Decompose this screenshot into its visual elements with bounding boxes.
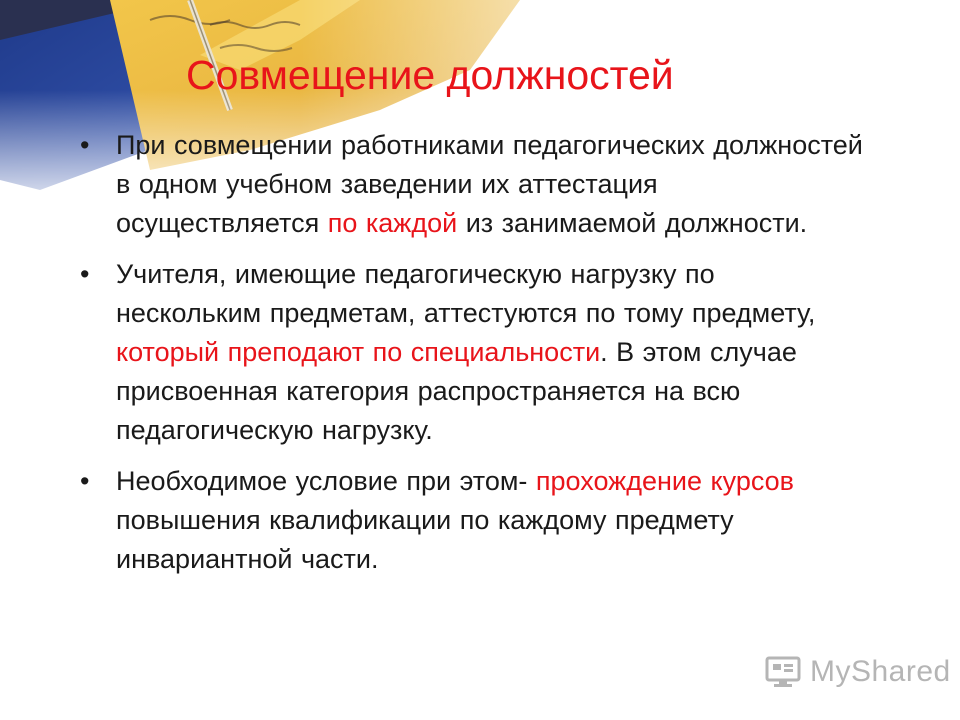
bullet-text: . В этом случае присвоенная категория распространяется на всю педагогическую нагрузку. [116, 337, 797, 445]
watermark-text: MyShared [810, 655, 951, 688]
bullet-text: Учителя, имеющие педагогическую нагрузку по нескольким предметам, аттестуются по тому предмету, [116, 259, 816, 328]
myshared-watermark [764, 655, 951, 689]
bullet-text: из занимаемой должности. [457, 208, 808, 238]
bullet-marker: • [80, 466, 90, 496]
bullet-item [78, 255, 868, 450]
bullet-text: При совмещении работниками педагогических должностей в одном учебном заведении их аттестация осуществляется [116, 130, 863, 238]
highlighted-text: который преподают по специальности [116, 337, 601, 367]
bullet-marker: • [80, 259, 90, 289]
bullet-list [78, 126, 868, 591]
bullet-text: повышения квалификации по каждому предмету инвариантной части. [116, 505, 734, 574]
bullet-item [78, 126, 868, 243]
highlighted-text: прохождение курсов [535, 466, 794, 496]
slide-title: Совмещение должностей [186, 52, 674, 98]
bullet-text: Необходимое условие при этом- [116, 466, 536, 496]
highlighted-text: по каждой [327, 208, 458, 238]
monitor-icon [764, 655, 802, 689]
bullet-item [78, 462, 868, 579]
bullet-marker: • [80, 130, 90, 160]
